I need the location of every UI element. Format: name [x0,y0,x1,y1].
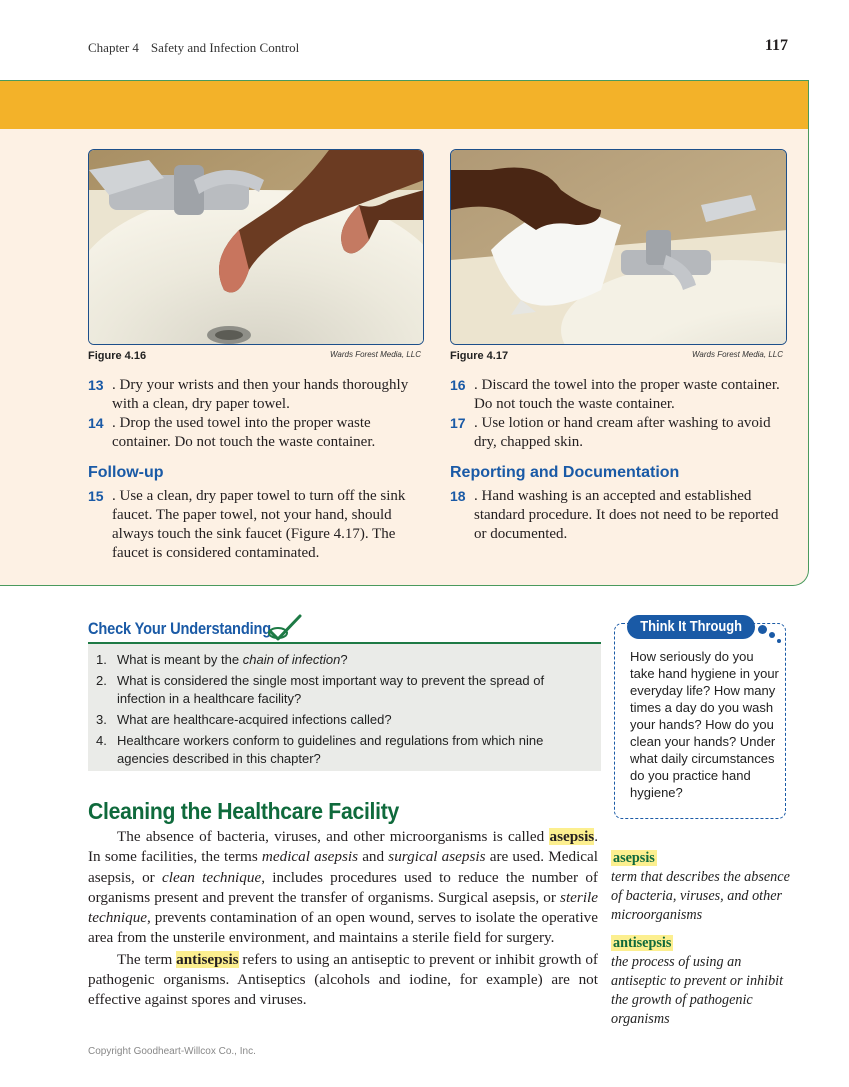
checkmark-icon [264,613,304,643]
decorative-dot [769,632,775,638]
body-text-run: , includes procedures used to reduce the number of organisms present and prevent the transfer of organisms. Surgical asepsis, or [88,868,598,906]
glossary-definition: the process of using an antiseptic to prevent or inhibit the growth of pathogenic organisms [611,954,784,1027]
step-number: 17 [450,415,466,431]
figure-4-17-photo [450,149,787,345]
key-term-asepsis: asepsis [549,828,595,845]
section-body [88,827,598,1011]
decorative-dot [758,625,767,634]
body-text-run: , prevents contamination of an open wound, serves to isolate the operative area from the unsterile environment, and maintains a sterile field for surgery. [88,909,598,947]
think-it-through-title-text: Think It Through [640,618,742,635]
body-text-run: . In some facilities, the terms [88,828,598,866]
question-number: 1. [96,652,107,667]
figure-4-16-photo [88,149,424,345]
italic-term: surgical asepsis [388,848,486,866]
question-text: What is meant by the [117,652,243,667]
section-title: Cleaning the Healthcare Facility [88,798,400,824]
followup-heading: Follow-up [88,464,164,481]
question-text: What is considered the single most important way to prevent the spread of infection in a healthcare facility? [117,673,545,706]
question-item [96,672,596,708]
check-understanding-list [96,651,596,771]
glossary-entry [611,849,791,925]
italic-term: medical asepsis [261,848,359,866]
glossary-term-text: antisepsis [613,935,672,951]
question-text: Healthcare workers conform to guidelines and regulations from which nine agencies described in this chapter? [117,733,544,766]
step-text: . Hand washing is an accepted and established standard procedure. It does not need to be reported or documented. [474,488,779,542]
question-item [96,732,596,768]
figure-4-17-credit: Wards Forest Media, LLC [692,350,783,359]
step-text: . Use lotion or hand cream after washing to avoid dry, chapped skin. [474,415,771,450]
check-understanding-title [88,619,271,639]
glossary-entry [611,934,791,1029]
reporting-heading: Reporting and Documentation [450,464,680,481]
step-number: 13 [88,377,104,393]
figure-4-16-label: Figure 4.16 [88,350,147,362]
key-term-antisepsis: antisepsis [176,950,239,968]
glossary-term [611,934,791,953]
step-text: . Dry your wrists and then your hands thoroughly with a clean, dry paper towel. [112,377,409,412]
body-text-run: The absence of bacteria, viruses, and other microorganisms is called [117,828,550,845]
step-number: 14 [88,415,104,431]
glossary-term-text: asepsis [613,850,655,866]
procedure-step [88,376,424,414]
page-number: 117 [764,37,788,54]
procedure-step [450,414,790,452]
figure-4-17-label: Figure 4.17 [450,350,509,362]
question-emphasis: chain of infection [242,652,341,667]
procedure-step [450,376,790,414]
question-item [96,711,596,729]
question-number: 3. [96,712,107,727]
think-it-through-title [627,615,755,639]
procedure-left-column [88,376,424,563]
step-text: . Drop the used towel into the proper waste container. Do not touch the waste container. [112,415,376,450]
procedure-right-column [450,376,790,544]
chapter-title: Safety and Infection Control [150,40,300,55]
body-paragraph [88,827,598,949]
question-text-end: ? [340,652,348,667]
step-text: . Discard the towel into the proper waste container. Do not touch the waste container. [474,377,780,412]
procedure-step [88,414,424,452]
procedure-step [450,487,790,544]
question-number: 4. [96,733,107,748]
glossary-definition: term that describes the absence of bacteria, viruses, and other microorganisms [611,869,790,923]
body-paragraph [88,950,598,1011]
body-text-run: The term [117,950,177,968]
check-understanding-title-text: Check Your Understanding [88,619,271,638]
step-text: . Use a clean, dry paper towel to turn off the sink faucet. The paper towel, not your hand, should always touch the sink faucet (Figure 4.17). The faucet is considered contaminated. [112,488,406,561]
chapter-label: Chapter 4 [88,40,139,55]
question-number: 2. [96,673,107,688]
body-text-run: and [358,848,389,866]
step-number: 15 [88,488,104,504]
figure-4-16-credit: Wards Forest Media, LLC [330,350,421,359]
step-number: 18 [450,488,466,504]
step-number: 16 [450,377,466,393]
procedure-step [88,487,424,563]
copyright: Copyright Goodheart-Willcox Co., Inc. [88,1046,256,1057]
think-it-through-text: How seriously do you take hand hygiene in your everyday life? How many times a day do you wash your hands? How do you clean your hands? Under what daily circumstances do you practice hand hygiene? [630,649,779,800]
italic-term: sterile technique [88,888,598,927]
body-text-run: refers to using an antiseptic to prevent or inhibit growth of pathogenic organisms. Antiseptics (alcohols and iodine, for example) are not effective against spores and viruses. [88,950,598,1009]
orange-band [0,81,808,129]
question-text: What are healthcare-acquired infections called? [117,712,392,727]
decorative-dot [777,639,781,643]
running-head [88,40,299,56]
glossary-term [611,849,791,868]
body-text-run: are used. Medical asepsis, or [88,848,598,886]
question-item [96,651,596,669]
italic-term: clean technique [162,868,262,886]
